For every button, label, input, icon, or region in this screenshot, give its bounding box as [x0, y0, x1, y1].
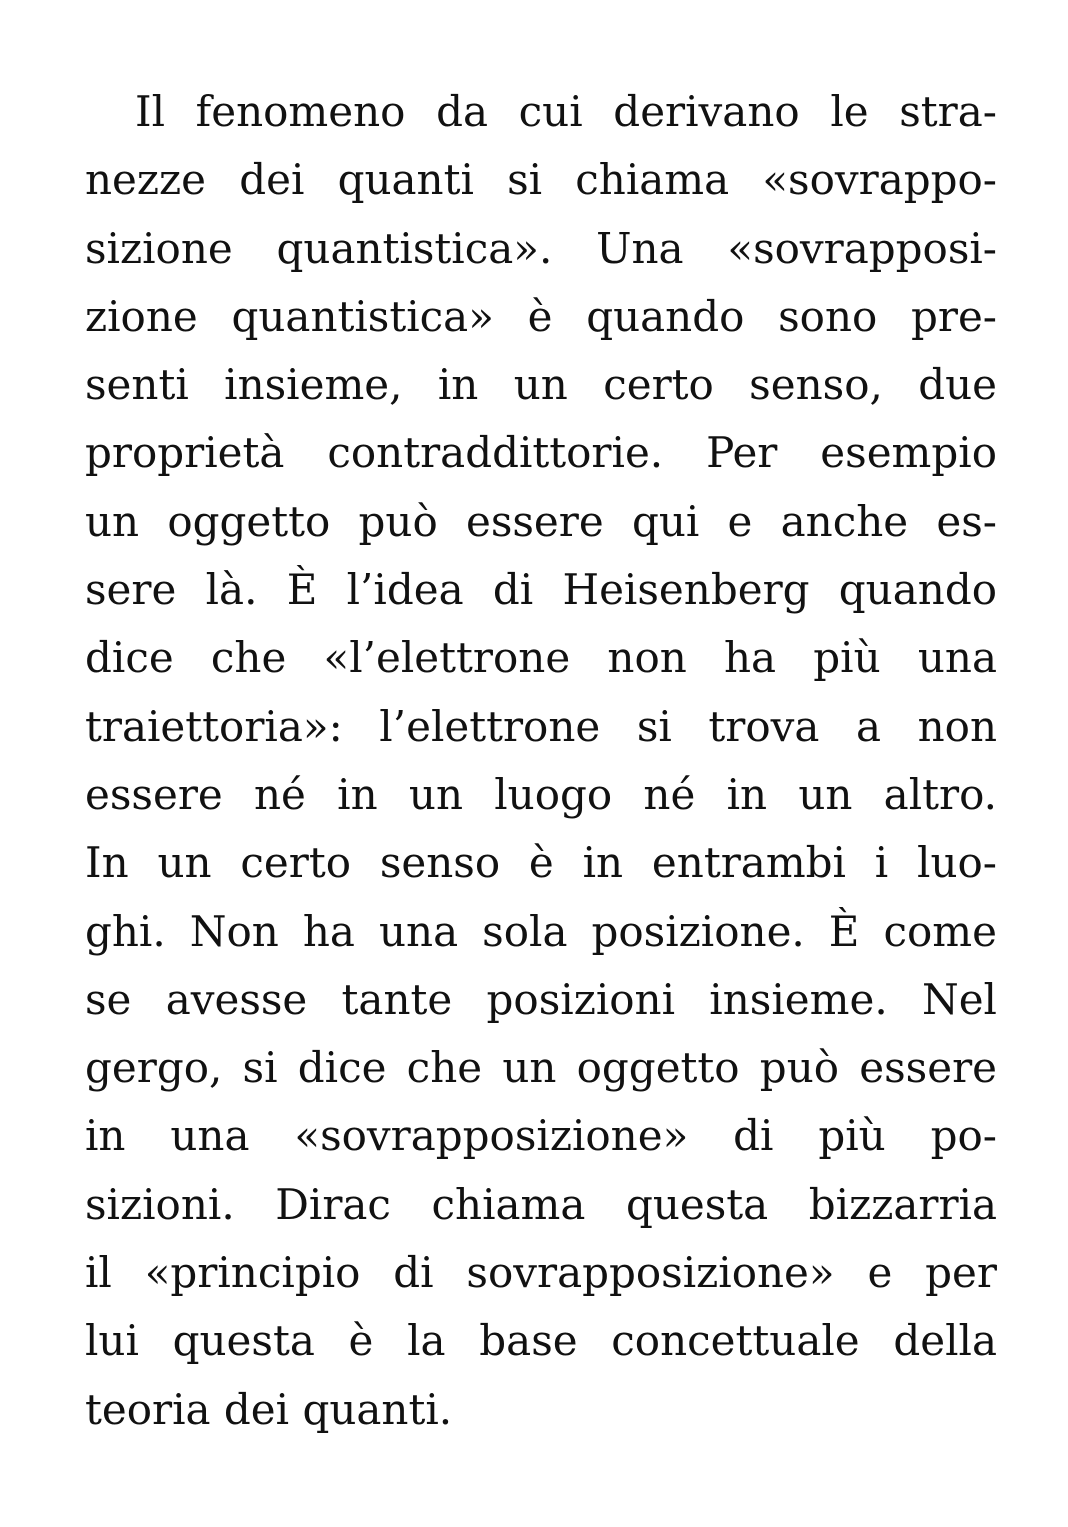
text-line: in una «sovrapposizione» di più po-: [85, 1111, 997, 1161]
text-line: proprietà contraddittorie. Per esempio: [85, 428, 997, 478]
text-line: sizioni. Dirac chiama questa bizzarria: [85, 1179, 997, 1229]
text-line: nezze dei quanti si chiama «sovrappo-: [85, 155, 997, 205]
text-line: se avesse tante posizioni insieme. Nel: [85, 974, 997, 1024]
text-line: gergo, si dice che un oggetto può essere: [85, 1043, 997, 1093]
text-line: teoria dei quanti.: [85, 1384, 453, 1434]
text-line: ghi. Non ha una sola posizione. È come: [85, 906, 997, 956]
text-line: senti insieme, in un certo senso, due: [85, 360, 997, 410]
text-line: sizione quantistica». Una «sovrapposi-: [85, 223, 997, 273]
text-line: traiettoria»: l’elettrone si trova a non: [85, 701, 997, 751]
text-line: il «principio di sovrapposizione» e per: [85, 1248, 997, 1298]
text-line: Il fenomeno da cui derivano le stra-: [135, 87, 997, 136]
text-line: un oggetto può essere qui e anche es-: [85, 496, 997, 546]
text-line: zione quantistica» è quando sono pre-: [85, 291, 997, 341]
page-text: [85, 78, 997, 1444]
text-line: lui questa è la base concettuale della: [85, 1316, 997, 1366]
body-paragraph: [85, 78, 997, 1444]
text-line: dice che «l’elettrone non ha più una: [85, 633, 997, 683]
text-line: In un certo senso è in entrambi i luo-: [85, 838, 997, 888]
text-line: sere là. È l’idea di Heisenberg quando: [85, 565, 997, 615]
text-line: essere né in un luogo né in un altro.: [85, 769, 997, 819]
